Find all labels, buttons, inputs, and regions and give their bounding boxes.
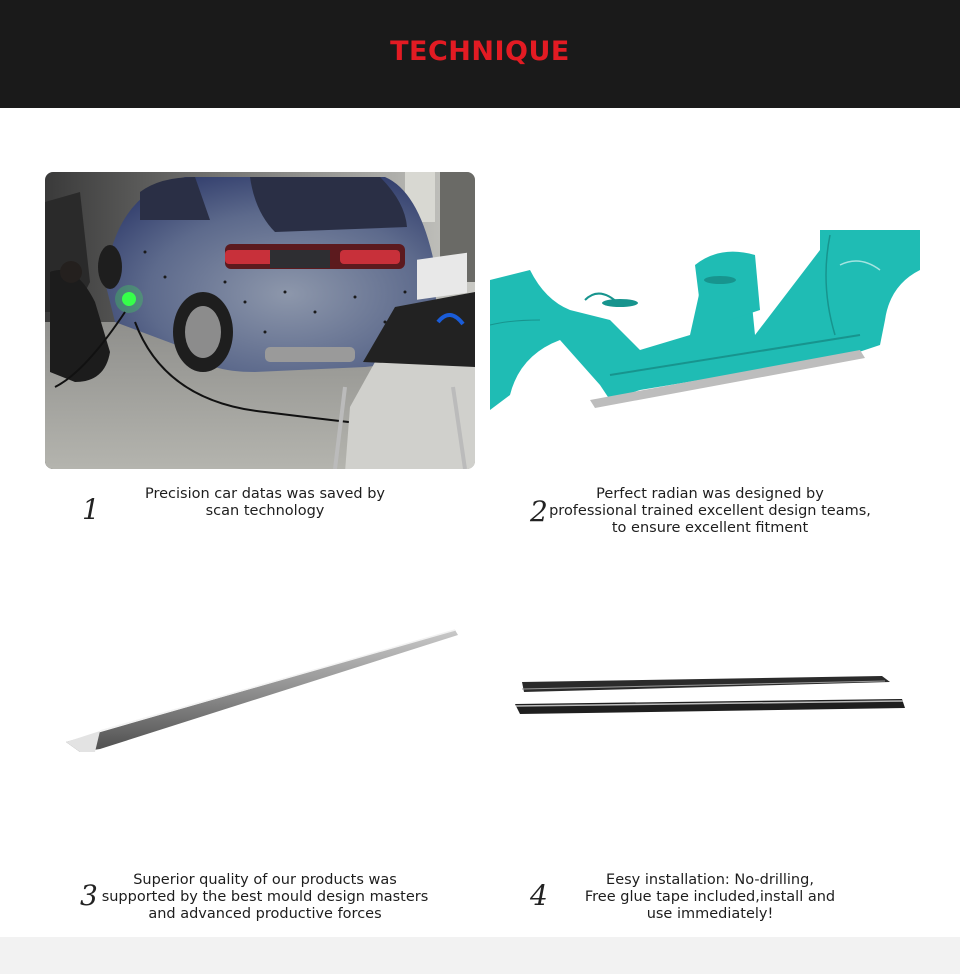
step-3-line: supported by the best mould design masters [101, 889, 429, 905]
side-scan-render [490, 225, 920, 420]
page-title: TECHNIQUE [390, 36, 570, 67]
step-4-description [570, 872, 850, 923]
step-1-line: Precision car datas was saved by [144, 486, 385, 502]
step-3-line: Superior quality of our products was [133, 872, 397, 888]
footer-band [0, 937, 960, 974]
step-2-line: professional trained excellent design teams, [549, 503, 871, 519]
car-scanning-photo [45, 172, 475, 469]
step-1-line: scan technology [205, 503, 325, 519]
step-2-number: 2 [530, 495, 548, 528]
side-skirts-pair-render [510, 672, 910, 722]
step-2-line: Perfect radian was designed by [596, 486, 824, 502]
step-2-description [545, 486, 875, 537]
step-3-description [100, 872, 430, 923]
step-1-number: 1 [82, 493, 100, 526]
step-4-line: Free glue tape included,install and [584, 889, 836, 905]
step-4-line: use immediately! [646, 906, 774, 922]
step-2-line: to ensure excellent fitment [611, 520, 809, 536]
step-3-number: 3 [80, 879, 98, 912]
step-4-line: Eesy installation: No-drilling, [606, 872, 814, 888]
step-4-number: 4 [530, 879, 548, 912]
side-skirt-render [60, 625, 465, 755]
header-banner [0, 0, 960, 108]
step-3-line: and advanced productive forces [148, 906, 382, 922]
step-1-description [115, 486, 415, 520]
